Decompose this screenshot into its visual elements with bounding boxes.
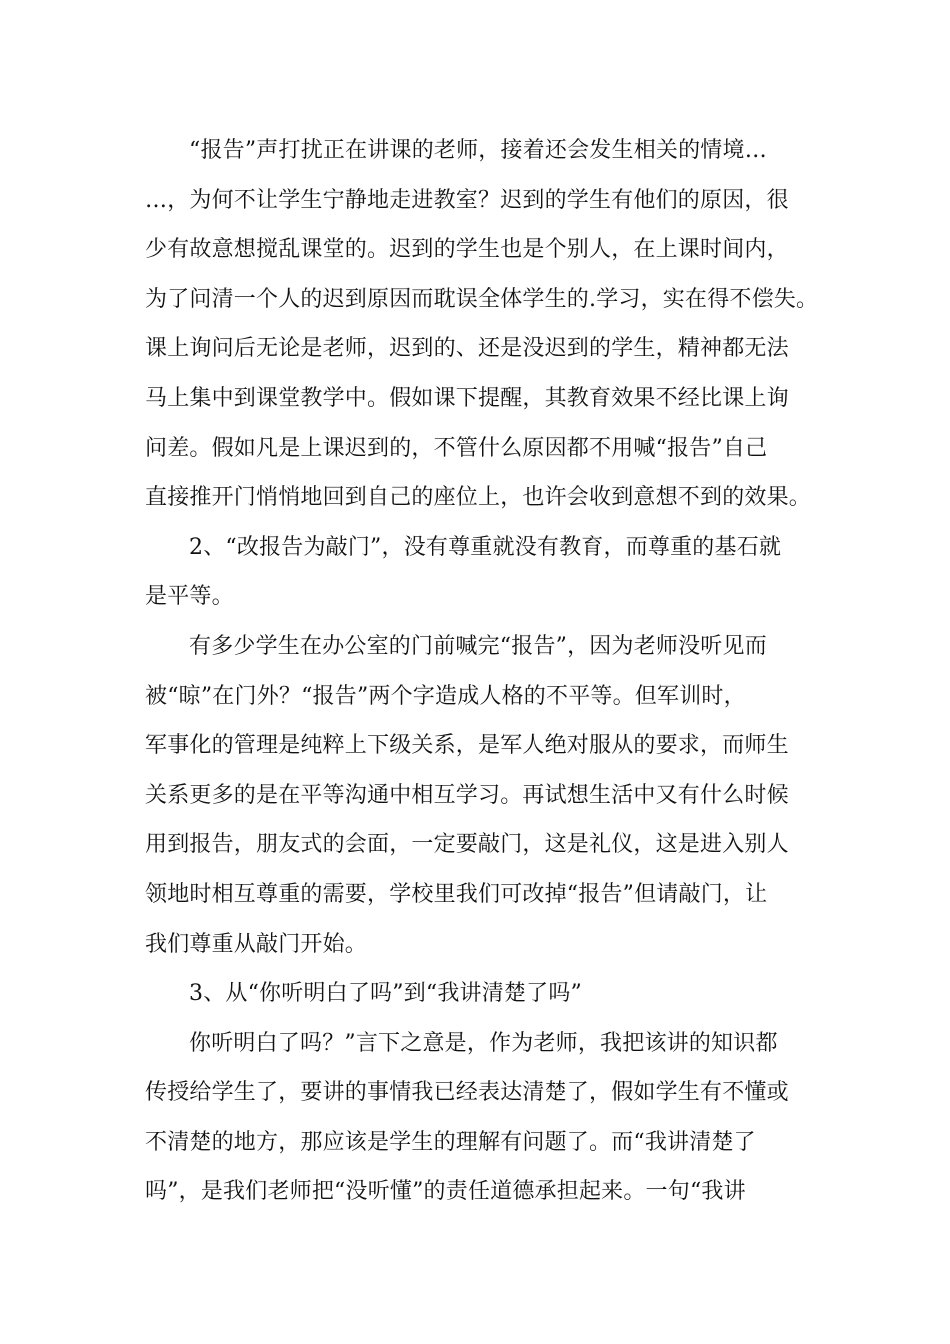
text-line: 直接推开门悄悄地回到自己的座位上，也许会收到意想不到的效果。: [145, 485, 812, 511]
text-line: 为了问清一个人的迟到原因而耽误全体学生的.学习，实在得不偿失。: [145, 286, 819, 312]
text-line: 用到报告，朋友式的会面，一定要敲门，这是礼仪，这是进入别人: [145, 832, 789, 858]
text-line: 被“晾”在门外？“报告”两个字造成人格的不平等。但军训时，: [145, 683, 746, 709]
text-line: “报告”声打扰正在讲课的老师，接着还会发生相关的情境…: [189, 138, 767, 163]
text-line: 领地时相互尊重的需要，学校里我们可改掉“报告”但请敲门，让: [145, 881, 768, 907]
text-line: 是平等。: [145, 584, 234, 610]
text-line: 不清楚的地方，那应该是学生的理解有问题了。而“我讲清楚了: [145, 1129, 756, 1155]
text-line: 少有故意想搅乱课堂的。迟到的学生也是个别人，在上课时间内，: [145, 237, 789, 263]
text-line: 吗”，是我们老师把“没听懂”的责任道德承担起来。一句“我讲: [145, 1179, 746, 1205]
text-line: 有多少学生在办公室的门前喊完“报告”，因为老师没听见而: [189, 633, 767, 659]
text-line: 我们尊重从敲门开始。: [145, 931, 368, 957]
text-line: 军事化的管理是纯粹上下级关系，是军人绝对服从的要求，而师生: [145, 733, 789, 759]
text-line: 你听明白了吗？”言下之意是，作为老师，我把该讲的知识都: [189, 1030, 778, 1056]
text-line: 关系更多的是在平等沟通中相互学习。再试想生活中又有什么时候: [145, 782, 789, 808]
section-heading: 3、从“你听明白了吗”到“我讲清楚了吗”: [189, 981, 582, 1007]
text-line: 问差。假如凡是上课迟到的，不管什么原因都不用喊“报告”自己: [145, 435, 768, 461]
text-line: 课上询问后无论是老师，迟到的、还是没迟到的学生，精神都无法: [145, 336, 789, 362]
text-line: 马上集中到课堂教学中。假如课下提醒，其教育效果不经比课上询: [145, 385, 789, 411]
body-text: [145, 126, 835, 1217]
section-heading: 2、“改报告为敲门”，没有尊重就没有教育，而尊重的基石就: [189, 534, 782, 560]
text-line: …，为何不让学生宁静地走进教室？迟到的学生有他们的原因，很: [145, 187, 789, 213]
text-line: 传授给学生了，要讲的事情我已经表达清楚了，假如学生有不懂或: [145, 1080, 789, 1106]
